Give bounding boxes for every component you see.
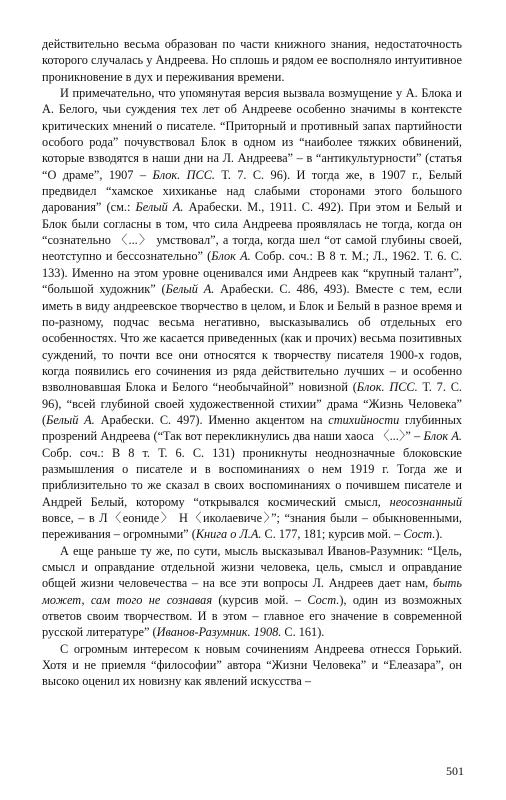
body-text <box>42 36 462 690</box>
italic-run: Белый А. <box>46 412 95 427</box>
italic-run: Сост. <box>307 592 340 607</box>
italic-run: Белый А. <box>135 200 184 215</box>
italic-run: Книга о Л.А. <box>195 527 262 542</box>
text-run: Собр. соч.: В 8 т. М.; Л., 1962. Т. 6. С. 133). Именно на этом уровне оценивался ими Андреев как “крупный талант”, “большой художник” ( <box>42 249 463 297</box>
text-run: Арабески. С. 497). Именно акцентом на <box>94 412 329 427</box>
text-run: ). <box>435 527 443 542</box>
text-run: И примечательно, что упомянутая версия вызвала возмущение у А. Блока и А. Белого, чьи суждения тех лет об Андрееве особенно значимы в контексте критических мнений о писателе. “Приторный и противный запах партийности особого рода” почувствовал Блок в одном из “наиболее тяжких обвинений, которые взводятся в наши дни на Л. Андреева” – в “антикультурности” (статья “О драме”, 1907 – <box>42 86 462 182</box>
text-run: (курсив мой. – <box>212 592 308 607</box>
italic-run: Блок А. <box>211 249 251 264</box>
text-run: С. 177, 181; курсив мой. – <box>261 527 404 542</box>
text-run: вовсе, – в Л〈еониде〉 Н〈иколаевиче〉”; “знания были – обыкновенными, переживания – огромными” ( <box>42 510 462 542</box>
italic-run: Блок А. <box>423 429 463 444</box>
italic-run: Иванов-Разумник. 1908. <box>156 625 282 640</box>
italic-run: Блок. ПСС. <box>356 380 418 395</box>
italic-run: неосознанный <box>389 494 462 509</box>
text-run: Арабески. М., 1911. С. 492). При этом и Белый и Блок были согласны в том, что сила Андреева проявлялась не тогда, когда он “сознательно 〈...〉 умствовал”, а тогда, когда шел “от самой глубины своей, неотступно и бессознательно” ( <box>42 200 462 264</box>
paragraph <box>42 85 462 543</box>
text-run: Арабески. С. 486, 493). Вместе с тем, если иметь в виду андреевское творчество в целом, и Блок и Белый в разное время и по-разному, подчас весьма негативно, высказывались об отдельных его особенностях. Что же касается приведенных (как и прочих) весьма позитивных суждений, то почти все они относятся к творчеству писателя 1900-х годов, когда появились его сочинения из ряда действительно лучших – и особенно взволновавшая Блока и Белого “необычайной” новизной ( <box>42 282 462 395</box>
text-run: действительно весьма образован по части книжного знания, недостаточность которого случалась у Андреева. Но сплошь и рядом ее восполняло интуитивное проникновение в дух и переживания времени. <box>42 37 462 84</box>
text-run: Т. 7. С. 96). И тогда же, в 1907 г., Белый предвидел “хамское хихиканье над слабыми сторонами этого большого дарования” (см.: <box>42 167 462 215</box>
paragraph <box>42 543 462 641</box>
italic-run: Белый А. <box>165 282 215 297</box>
text-run: глубинных прозрений Андреева (“Так вот перекликнулись два наши хаоса 〈...〉” – <box>42 412 463 444</box>
page-number: 501 <box>446 764 464 778</box>
text-run: С огромным интересом к новым сочинениям Андреева отнесся Горький. Хотя и не приемля “философии” автора “Жизни Человека” и “Елеазара”, он высоко оценил их новизну как явлений искусства – <box>42 641 462 689</box>
text-run: А еще раньше ту же, по сути, мысль высказывал Иванов-Разумник: “Цель, смысл и оправдание отдельной жизни человека, цель, смысл и оправдание общей жизни человечества – на все эти вопросы Л. Андреев дает нам, <box>42 543 462 591</box>
text-run: С. 161). <box>281 625 325 640</box>
italic-run: быть может, сам того не сознавая <box>42 576 462 607</box>
italic-run: Сост. <box>403 527 436 542</box>
text-run: Собр. соч.: В 8 т. Т. 6. С. 131) проникнуты неоднозначные блоковские размышления о писателе и в воспоминаниях о нем 1919 г. Тогда же и приблизительно то же сказал в своих воспоминаниях о почившем писателе и Андрей Белый, которому “открывался космический смысл, <box>42 445 462 509</box>
paragraph <box>42 36 462 85</box>
text-run: Т. 7. С. 96), “всей глубиной своей художественной стихии” драма “Жизнь Человека” ( <box>42 380 462 427</box>
italic-run: стихийности <box>328 412 400 427</box>
italic-run: Блок. ПСС. <box>152 167 215 182</box>
paragraph <box>42 641 462 690</box>
text-run: ), один из возможных ответов своим творчеством. И в этом – главное его значение в современной русской литературе” ( <box>42 592 462 640</box>
